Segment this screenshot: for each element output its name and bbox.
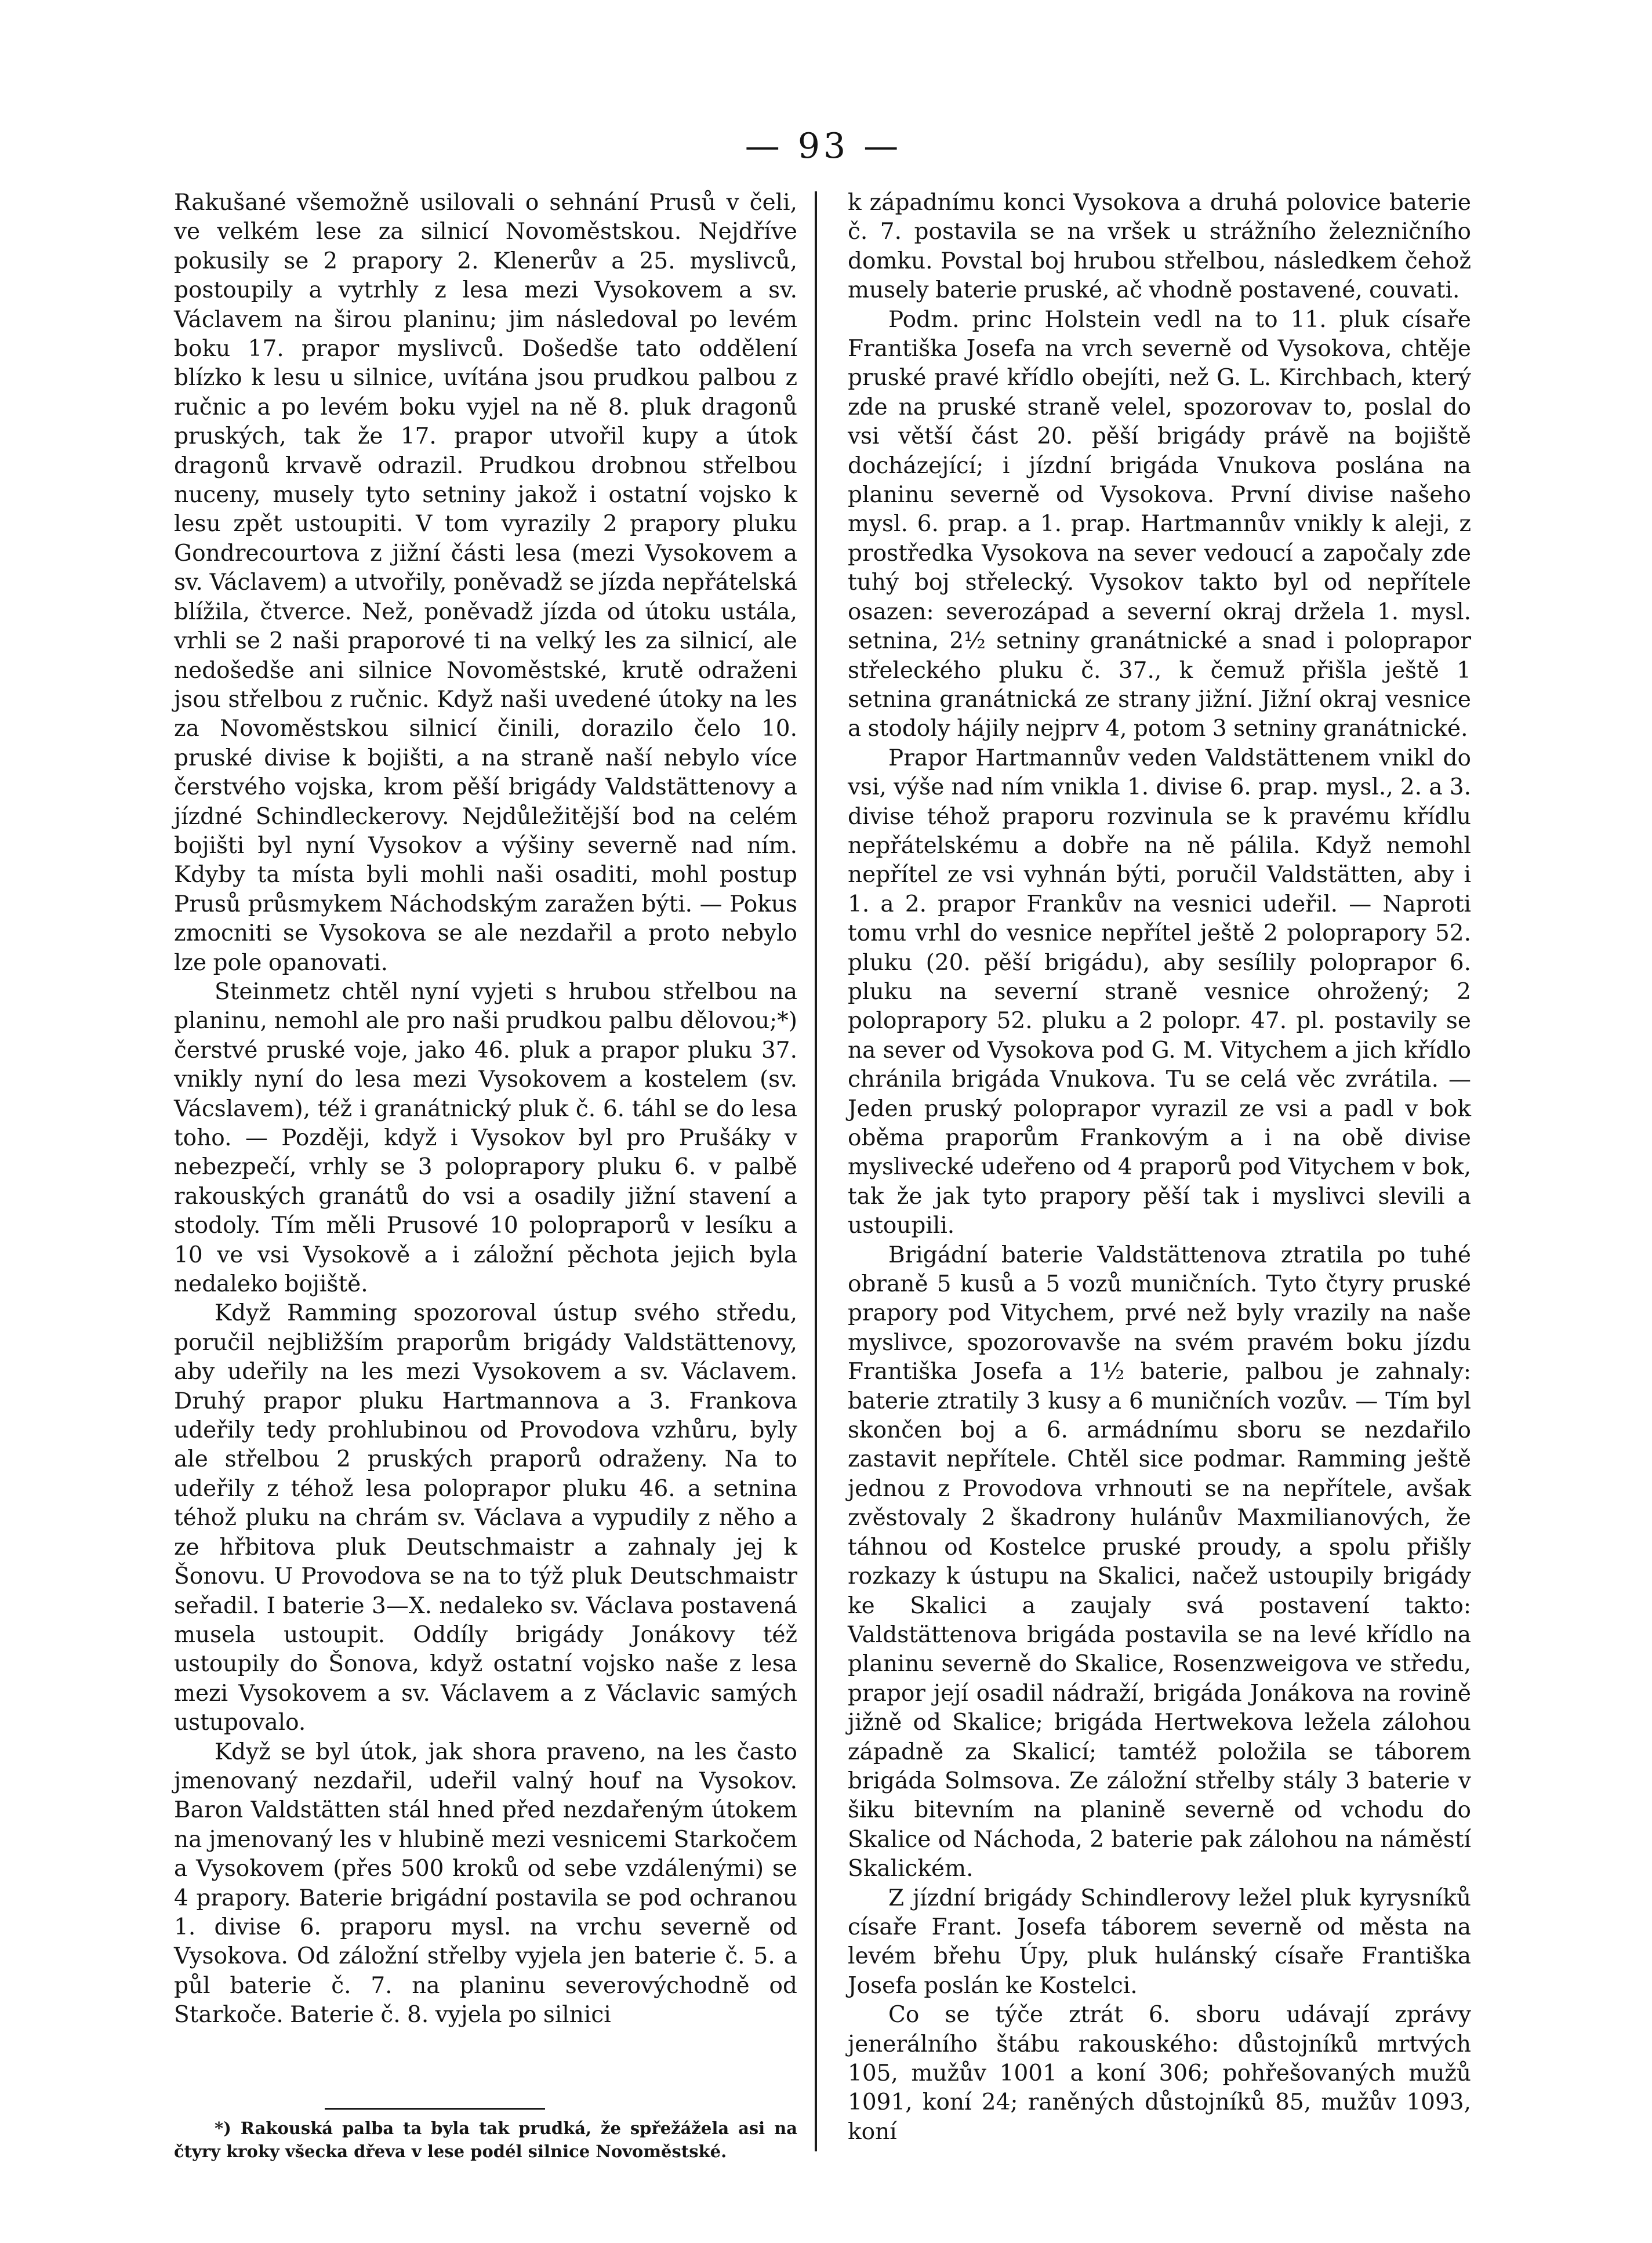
column-divider [815, 191, 817, 2151]
paragraph: Když se byl útok, jak shora praveno, na les často jmenovaný nezdařil, udeřil valný houf na Vysokov. Baron Valdstätten stál hned před nezdařeným útokem na jmenovaný les v hlubině mezi vesnicemi Starkočem a Vysokovem (přes 500 kroků od sebe vzdálenými) se 4 prapory. Baterie brigádní postavila se pod ochranou 1. divise 6. praporu mysl. na vrchu severně od Vysokova. Od záložní střelby vyjela jen baterie č. 5. a půl baterie č. 7. na planinu severovýchodně od Starkoče. Baterie č. 8. vyjela po silnici [174, 1738, 797, 2028]
paragraph: k západnímu konci Vysokova a druhá polovice baterie č. 7. postavila se na vršek u strážního železničního domku. Povstal boj hrubou střelbou, následkem čehož musely baterie pruské, ač vhodně postavené, couvati. [848, 190, 1471, 304]
paragraph: Z jízdní brigády Schindlerovy ležel pluk kyrysníků císaře Frant. Josefa táborem severně od města na levém břehu Úpy, pluk hulánský císaře Františka Josefa poslán ke Kostelci. [848, 1885, 1471, 1999]
footnote-rule [325, 2108, 545, 2110]
right-column [848, 188, 1471, 2147]
left-column [174, 188, 797, 2030]
page-number: — 93 — [745, 126, 902, 166]
paragraph: Brigádní baterie Valdstättenova ztratila po tuhé obraně 5 kusů a 5 vozů muničních. Tyto čtyry pruské prapory pod Vitychem, prvé než byly vrazily na naše myslivce, spozorovavše na svém pravém boku jízdu Františka Josefa a 1½ baterie, palbou je zahnaly: baterie ztratily 3 kusy a 6 muničních vozův. — Tím byl skončen boj a 6. armádnímu sboru se nezdařilo zastavit nepřítele. Chtěl sice podmar. Ramming ještě jednou z Provodova vrhnouti se na nepřítele, avšak zvěstovaly 2 škadrony hulánův Maxmilianových, že táhnou od Kostelce pruské proudy, a spolu přišly rozkazy k ústupu na Skalici, načež ustoupily brigády ke Skalici a zaujaly svá postavení takto: Valdstättenova brigáda postavila se na levé křídlo na planinu severně do Skalice, Rosenzweigova ve středu, prapor její osadil nádraží, brigáda Jonákova na rovině jižně od Skalice; brigáda Hertwekova ležela zálohou západně za Skalicí; tamtéž položila se táborem brigáda Solmsova. Ze záložní střelby stály 3 baterie v šiku bitevním na planině severně od vchodu do Skalice od Náchoda, 2 baterie pak zálohou na náměstí Skalickém. [848, 1242, 1471, 1882]
paragraph: Podm. princ Holstein vedl na to 11. pluk císaře Františka Josefa na vrch severně od Vysokova, chtěje pruské pravé křídlo obejíti, než G. L. Kirchbach, který zde na pruské straně velel, spozorovav to, poslal do vsi větší část 20. pěší brigády právě na bojiště docházející; i jízdní brigáda Vnukova poslána na planinu severně od Vysokova. První divise našeho mysl. 6. prap. a 1. prap. Hartmannův vnikly k aleji, z prostředka Vysokova na sever vedoucí a započaly zde tuhý boj střelecký. Vysokov takto byl od nepřítele osazen: severozápad a severní okraj držela 1. mysl. setnina, 2½ setniny granátnické a snad i poloprapor střeleckého pluku č. 37., k čemuž přišla ještě 1 setnina granátnická ze strany jižní. Jižní okraj vesnice a stodoly hájily nejprv 4, potom 3 setniny granátnické. [848, 306, 1471, 742]
footnote: *) Rakouská palba ta byla tak prudká, že spřežážela asi na čtyry kroky všecka dřeva v lese podél silnice Novoměstské. [174, 2118, 797, 2161]
paragraph: Steinmetz chtěl nyní vyjeti s hrubou střelbou na planinu, nemohl ale pro naši prudkou palbu dělovou;*) čerstvé pruské voje, jako 46. pluk a prapor pluku 37. vnikly nyní do lesa mezi Vysokovem a kostelem (sv. Vácslavem), též i granátnický pluk č. 6. táhl se do lesa toho. — Později, když i Vysokov byl pro Prušáky v nebezpečí, vrhly se 3 poloprapory pluku 6. v palbě rakouských granátů do vsi a osadily jižní stavení a stodoly. Tím měli Prusové 10 polopraporů v lesíku a 10 ve vsi Vysokově a i záložní pěchota jejich byla nedaleko bojiště. [174, 978, 797, 1298]
paragraph: Co se týče ztrát 6. sboru udávají zprávy jenerálního štábu rakouského: důstojníků mrtvých 105, mužův 1001 a koní 306; pohřešovaných mužů 1091, koní 24; raněných důstojníků 85, mužův 1093, koní [848, 2002, 1471, 2145]
paragraph: Když Ramming spozoroval ústup svého středu, poručil nejbližším praporům brigády Valdstättenovy, aby udeřily na les mezi Vysokovem a sv. Václavem. Druhý prapor pluku Hartmannova a 3. Frankova udeřily tedy prohlubinou od Provodova vzhůru, byly ale střelbou 2 pruských praporů odraženy. Na to udeřily z téhož lesa poloprapor pluku 46. a setnina téhož pluku na chrám sv. Václava a vypudily z něho a ze hřbitova pluk Deutschmaistr a zahnaly jej k Šonovu. U Provodova se na to týž pluk Deutschmaistr seřadil. I baterie 3—X. nedaleko sv. Václava postavená musela ustoupit. Oddíly brigády Jonákovy též ustoupily do Šonova, když ostatní vojsko naše z lesa mezi Vysokovem a sv. Václavem a z Václavic samých ustupovalo. [174, 1300, 797, 1736]
paragraph: Prapor Hartmannův veden Valdstättenem vnikl do vsi, výše nad ním vnikla 1. divise 6. prap. mysl., 2. a 3. divise téhož praporu rozvinula se k pravému křídlu nepřátelskému a dobře na ně pálila. Když nemohl nepřítel ze vsi vyhnán býti, poručil Valdstätten, aby i 1. a 2. prapor Frankův na vesnici udeřil. — Naproti tomu vrhl do vesnice nepřítel ještě 2 poloprapory 52. pluku (20. pěší brigádu), aby sesílily poloprapor 6. pluku na severní straně vesnice ohrožený; 2 poloprapory 52. pluku a 2 polopr. 47. pl. postavily se na sever od Vysokova pod G. M. Vitychem a jich křídlo chránila brigáda Vnukova. Tu se celá věc zvrátila. — Jeden pruský poloprapor vyrazil ze vsi a padl v bok oběma praporům Frankovým a i na obě divise myslivecké udeřeno od 4 praporů pod Vitychem v bok, tak že jak tyto prapory pěší tak i myslivci slevili a ustoupili. [848, 745, 1471, 1239]
paragraph: Rakušané všemožně usilovali o sehnání Prusů v čeli, ve velkém lese za silnicí Novoměstskou. Nejdříve pokusily se 2 prapory 2. Klenerův a 25. myslivců, postoupily a vytrhly z lesa mezi Vysokovem a sv. Václavem na širou planinu; jim následoval po levém boku 17. prapor myslivců. Došedše tato oddělení blízko k lesu u silnice, uvítána jsou prudkou palbou z ručnic a po levém boku vyjel na ně 8. pluk dragonů pruských, tak že 17. prapor utvořil kupy a útok dragonů krvavě odrazil. Prudkou drobnou střelbou nuceny, musely tyto setniny jakož i ostatní vojsko k lesu zpět ustoupiti. V tom vyrazily 2 prapory pluku Gondrecourtova z jižní části lesa (mezi Vysokovem a sv. Václavem) a utvořily, poněvadž se jízda nepřátelská blížila, čtverce. Než, poněvadž jízda od útoku ustála, vrhli se 2 naši praporové ti na velký les za silnicí, ale nedošedše ani silnice Novoměstské, krutě odraženi jsou střelbou z ručnic. Když naši uvedené útoky na les za Novoměstskou silnicí činili, dorazilo čelo 10. pruské divise k bojišti, a na straně naší nebylo více čerstvého vojska, krom pěší brigády Valdstättenovy a jízdné Schindleckerovy. Nejdůležitější bod na celém bojišti byl nyní Vysokov a výšiny severně nad ním. Kdyby ta místa byli mohli naši osaditi, mohl postup Prusů průsmykem Náchodským zaražen býti. — Pokus zmocniti se Vysokova se ale nezdařil a proto nebylo lze pole opanovati. [174, 190, 797, 976]
